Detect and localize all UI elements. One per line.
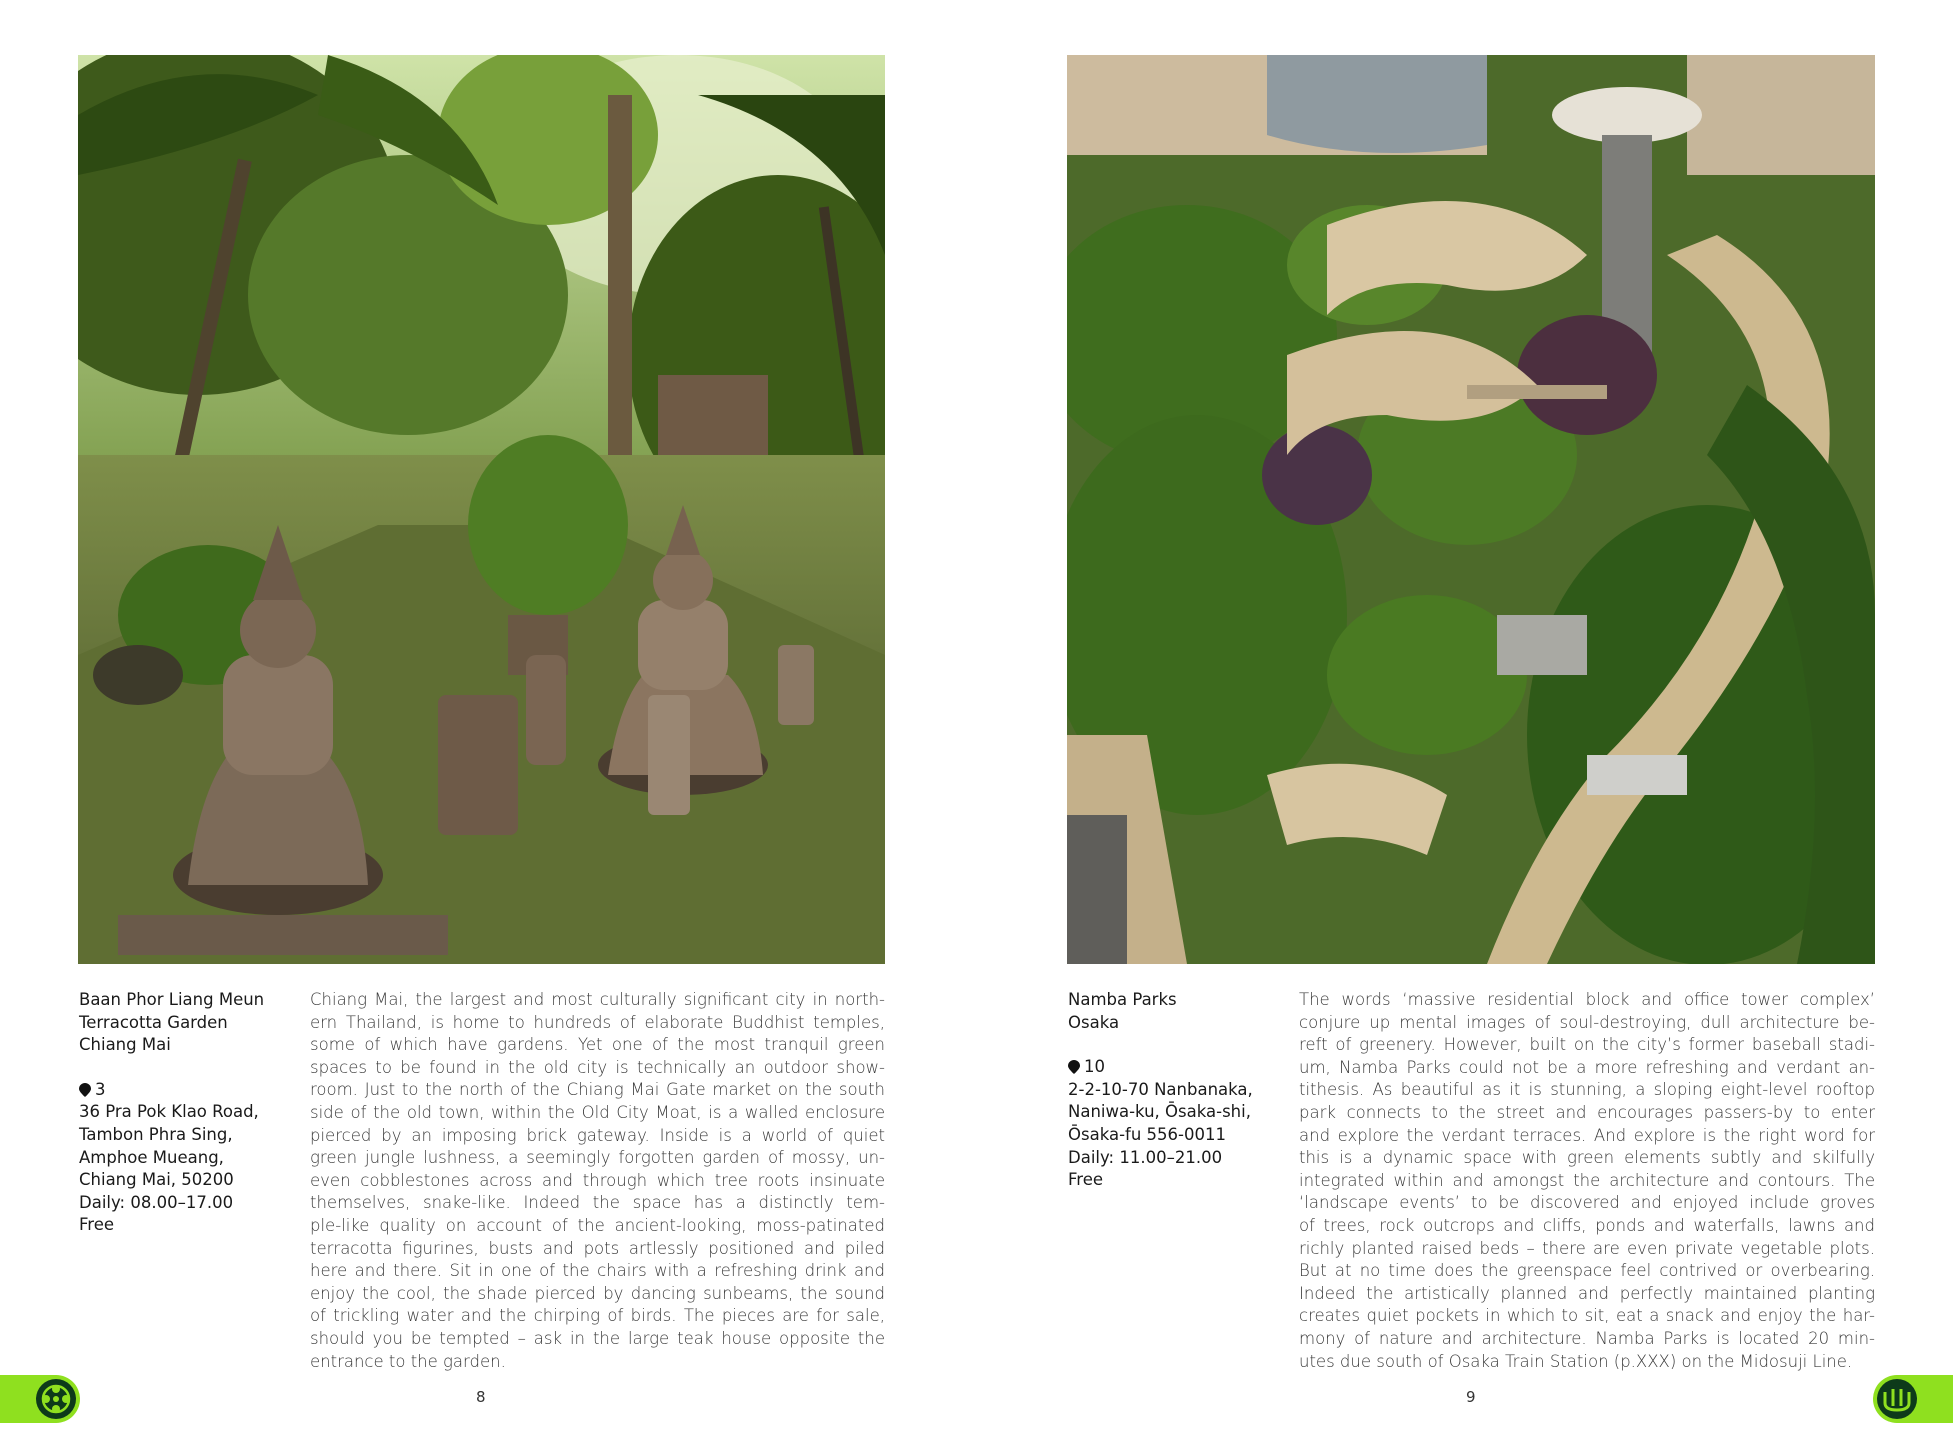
body-line: ple-like quality on account of the ancient-looking, moss-patinated — [310, 1215, 885, 1235]
body-line: entrance to the garden. — [310, 1351, 506, 1371]
address-line: Ōsaka-fu 556-0011 — [1068, 1124, 1226, 1144]
place-name-line: Namba Parks — [1068, 990, 1177, 1009]
opening-hours: Daily: 08.00–17.00 — [79, 1192, 234, 1212]
body-line: integrated within and amongst the architecture and contours. The — [1299, 1170, 1875, 1190]
body-line: mony of nature and architecture. Namba Parks is located 20 min- — [1299, 1328, 1875, 1348]
address-line: Tambon Phra Sing, — [79, 1124, 233, 1144]
body-line: should you be tempted – ask in the large teak house opposite the — [310, 1328, 885, 1348]
admission-price: Free — [1068, 1170, 1104, 1190]
gardens-section-icon — [35, 1378, 77, 1420]
body-line: conjure up mental images of soul-destroying, dull architecture be- — [1299, 1012, 1875, 1032]
body-line: some of which have gardens. Yet one of the most tranquil green — [310, 1035, 885, 1055]
body-line: richly planted raised beds – there are even private vegetable plots. — [1299, 1238, 1875, 1258]
place-name-line: Osaka — [1068, 1012, 1120, 1032]
body-line: room. Just to the north of the Chiang Mai Gate market on the south — [310, 1080, 885, 1100]
section-tab-left[interactable] — [0, 1375, 80, 1423]
opening-hours: Daily: 11.00–21.00 — [1068, 1147, 1223, 1167]
place-name-line: Terracotta Garden — [79, 1012, 228, 1032]
body-line: spaces to be found in the old city is technically an outdoor show- — [310, 1057, 885, 1077]
body-line: tithesis. As beautiful as it is stunning, a sloping eight-level rooftop — [1299, 1080, 1875, 1100]
map-number: 10 — [1084, 1057, 1105, 1077]
body-line: side of the old town, within the Old City Moat, is a walled enclosure — [310, 1102, 885, 1122]
body-line: here and there. Sit in one of the chairs with a refreshing drink and — [310, 1261, 885, 1281]
section-tab-right[interactable] — [1873, 1375, 1953, 1423]
map-pin-icon — [79, 1083, 91, 1097]
body-line: park connects to the street and encourages passers-by to enter — [1299, 1102, 1875, 1122]
admission-price: Free — [79, 1215, 115, 1235]
body-line: pierced by an imposing brick gateway. Inside is a world of quiet — [310, 1125, 885, 1145]
body-line: even cobblestones across and through which tree roots insinuate — [310, 1170, 885, 1190]
map-marker — [79, 1079, 299, 1102]
namba-parks-photo — [1067, 55, 1875, 964]
body-line: reft of greenery. However, built on the city’s former baseball stadi- — [1299, 1035, 1875, 1055]
body-line: um, Namba Parks could not be a more refreshing and verdant an- — [1299, 1057, 1875, 1077]
address-line: 2-2-10-70 Nanbanaka, — [1068, 1079, 1253, 1099]
page-number-right: 9 — [1466, 1388, 1476, 1406]
address-line: Amphoe Mueang, — [79, 1147, 224, 1167]
terracotta-garden-photo — [78, 55, 885, 964]
place-info-right — [1068, 989, 1288, 1192]
map-marker — [1068, 1056, 1288, 1079]
body-line: The words ‘massive residential block and office tower complex’ — [1299, 990, 1875, 1009]
rooftop-section-icon — [1876, 1378, 1918, 1420]
address-line: 36 Pra Pok Klao Road, — [79, 1102, 259, 1122]
address-line: Naniwa-ku, Ōsaka-shi, — [1068, 1102, 1251, 1122]
body-line: themselves, snake-like. Indeed the space has a distinctly tem- — [310, 1193, 885, 1213]
page-number-left: 8 — [476, 1388, 486, 1406]
article-body-left — [310, 989, 885, 1373]
place-info-left — [79, 989, 299, 1237]
body-line: and explore the verdant terraces. And explore is the right word for — [1299, 1125, 1875, 1145]
address-line: Chiang Mai, 50200 — [79, 1170, 234, 1190]
body-line: ern Thailand, is home to hundreds of elaborate Buddhist temples, — [310, 1012, 885, 1032]
body-line: of trees, rock outcrops and cliffs, ponds and waterfalls, lawns and — [1299, 1215, 1875, 1235]
place-name-line: Chiang Mai — [79, 1035, 171, 1055]
body-line: terracotta figurines, busts and pots artlessly positioned and piled — [310, 1238, 885, 1258]
body-line: green jungle lushness, a seemingly forgotten garden of mossy, un- — [310, 1148, 885, 1168]
body-line: But at no time does the greenspace feel contrived or overbearing. — [1299, 1261, 1875, 1281]
body-line: of trickling water and the chirping of birds. The pieces are for sale, — [310, 1306, 885, 1326]
body-line: enjoy the cool, the shade pierced by dancing sunbeams, the sound — [310, 1283, 885, 1303]
body-line: ‘landscape events’ to be discovered and enjoyed include groves — [1299, 1193, 1875, 1213]
body-line: creates quiet pockets in which to sit, eat a snack and enjoy the har- — [1299, 1306, 1875, 1326]
map-number: 3 — [95, 1079, 106, 1099]
place-name-line: Baan Phor Liang Meun — [79, 990, 265, 1009]
article-body-right — [1299, 989, 1875, 1373]
body-line: this is a dynamic space with green elements subtly and skilfully — [1299, 1148, 1875, 1168]
body-line: Indeed the artistically planned and perfectly maintained planting — [1299, 1283, 1875, 1303]
body-line: utes due south of Osaka Train Station (p.XXX) on the Midosuji Line. — [1299, 1351, 1853, 1371]
body-line: Chiang Mai, the largest and most culturally significant city in north- — [310, 990, 885, 1009]
map-pin-icon — [1068, 1060, 1080, 1074]
